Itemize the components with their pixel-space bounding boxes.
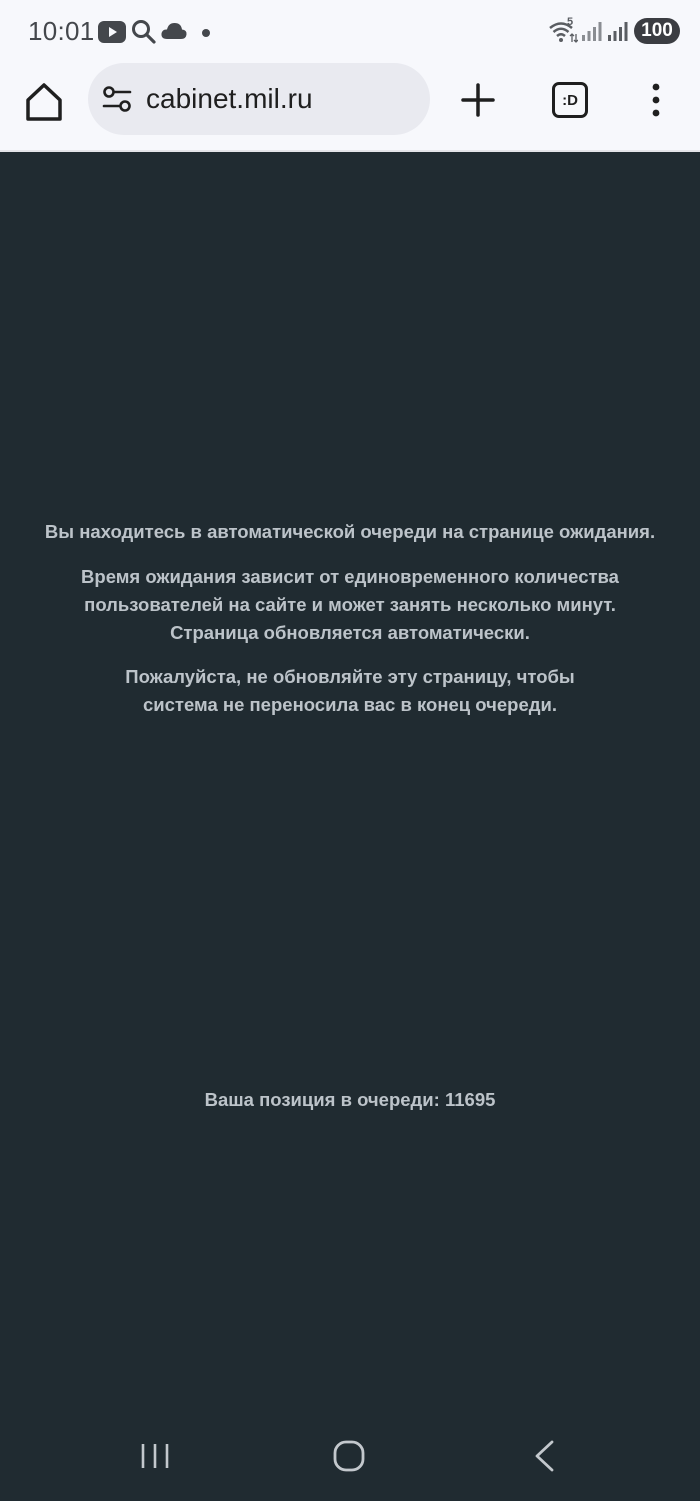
message-line: Страница обновляется автоматически. [170,622,530,643]
new-tab-icon[interactable] [458,80,498,120]
status-time: 10:01 [28,16,95,46]
queue-position-value: 11695 [444,1089,496,1110]
wifi-badge: 5 [567,16,574,28]
signal-icon [607,20,629,42]
queue-message [0,518,700,546]
message-line: Время ожидания зависит от единовременного количества [81,566,619,587]
signal-icon [581,20,603,42]
queue-position [0,1086,700,1114]
cloud-icon [161,22,187,40]
system-navigation-bar [0,1410,700,1501]
message-line: система не переносила вас в конец очереди. [142,694,558,715]
recent-apps-icon[interactable] [140,1442,170,1470]
search-icon [131,19,157,45]
dot-icon [201,28,211,38]
back-icon[interactable] [532,1440,556,1472]
site-settings-icon[interactable] [102,85,132,113]
address-bar[interactable] [88,63,430,135]
message-line: Пожалуйста, не обновляйте эту страницу, чтобы [125,666,575,687]
more-options-icon[interactable] [646,82,666,118]
do-not-refresh-message [0,663,700,719]
home-icon[interactable] [22,80,66,124]
url-text[interactable]: cabinet.mil.ru [146,83,313,114]
tab-switcher-button[interactable]: :D [552,82,588,118]
queue-position-label: Ваша позиция в очереди: [204,1089,440,1110]
queue-message-text: Вы находитесь в автоматической очереди на странице ожидания. [44,521,656,542]
queue-page [0,152,700,1402]
battery-indicator: 100 [634,18,680,44]
home-nav-icon[interactable] [333,1440,365,1472]
youtube-icon [98,21,126,43]
status-bar [0,0,700,62]
message-line: пользователей на сайте и может занять несколько минут. [84,594,616,615]
waiting-time-message [0,563,700,647]
browser-toolbar [0,62,700,152]
wifi-icon [548,20,578,44]
